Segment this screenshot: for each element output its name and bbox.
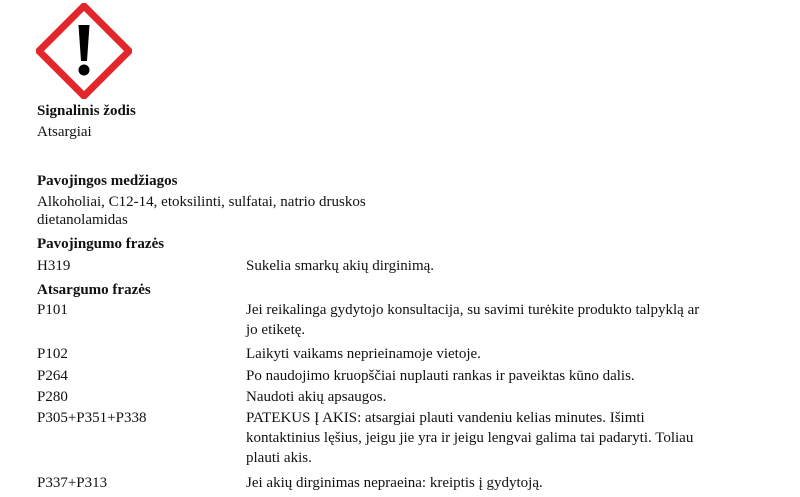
precaution-code-p102: P102 [37, 346, 68, 362]
hazardous-substances-line-1: Alkoholiai, C12-14, etoksilinti, sulfatai, natrio druskos [37, 194, 366, 210]
hazardous-substances-heading: Pavojingos medžiagos [37, 173, 178, 189]
signal-word-heading: Signalinis žodis [37, 103, 136, 119]
precaution-code-p264: P264 [37, 368, 68, 384]
precaution-code-p305-p351-p338: P305+P351+P338 [37, 410, 147, 426]
ghs-exclamation-pictogram [36, 3, 132, 99]
precaution-text-p264: Po naudojimo kruopščiai nuplauti rankas ir paveiktas kūno dalis. [246, 368, 635, 384]
precaution-text-p280: Naudoti akių apsaugos. [246, 389, 387, 405]
precaution-text-p337-p313: Jei akių dirginimas nepraeina: kreiptis į gydytoją. [246, 475, 543, 491]
precaution-text-p305-line-3: plauti akis. [246, 450, 312, 466]
precaution-code-p337-p313: P337+P313 [37, 475, 108, 491]
hazardous-substances-line-2: dietanolamidas [37, 212, 128, 228]
precautionary-statements-heading: Atsargumo frazės [37, 282, 151, 298]
precaution-text-p102: Laikyti vaikams neprieinamoje vietoje. [246, 346, 481, 362]
precaution-code-p101: P101 [37, 302, 68, 318]
precaution-code-p280: P280 [37, 389, 68, 405]
hazard-code-h319: H319 [37, 258, 71, 274]
signal-word-value: Atsargiai [37, 124, 92, 140]
precaution-text-p101-line-2: jo etiketę. [246, 322, 306, 338]
precaution-text-p305-line-1: PATEKUS Į AKIS: atsargiai plauti vandeniu kelias minutes. Išimti [246, 410, 645, 426]
hazard-text-h319: Sukelia smarkų akių dirginimą. [246, 258, 435, 274]
precaution-text-p101-line-1: Jei reikalinga gydytojo konsultacija, su savimi turėkite produkto talpyklą ar [246, 302, 700, 318]
hazard-statements-heading: Pavojingumo frazės [37, 236, 165, 252]
precaution-text-p305-line-2: kontaktinius lęšius, jeigu jie yra ir jeigu lengvai galima tai padaryti. Toliau [246, 430, 694, 446]
